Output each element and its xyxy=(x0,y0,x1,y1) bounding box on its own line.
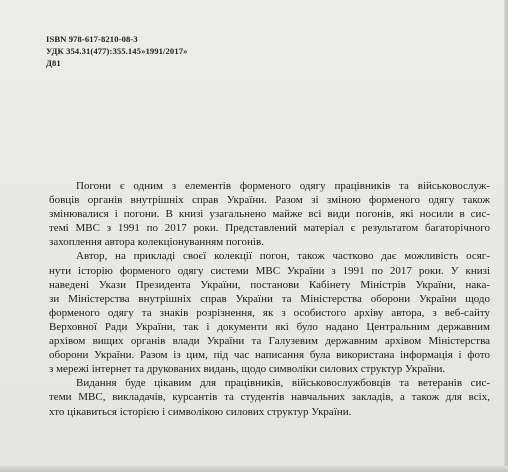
annotation-text xyxy=(49,179,490,419)
bibliographic-block xyxy=(46,33,188,69)
paragraph-3-line: теми МВС, викладачів, курсантів та студентів навчальних закладів, а також для всіх, xyxy=(49,391,490,404)
paragraph-3-line: Видання буде цікавим для працівників, військовослужбовців та ветеранів сис- xyxy=(76,377,490,390)
paragraph-1-line: темі МВС з 1991 по 2017 роки. Представлений матеріал є результатом багаторічного xyxy=(49,222,490,235)
paragraph-1-line: бовців органів внутрішніх справ України. Разом зі зміною форменого одягу також xyxy=(49,194,490,207)
page-edge-bottom xyxy=(0,466,508,472)
paragraph-3-line: хто цікавиться історією і символікою силових структур України. xyxy=(49,405,352,418)
paragraph-1-line: змінювалися і погони. В книзі узагальнено майже всі види погонів, які носили в сис- xyxy=(49,208,490,221)
paragraph-2-line: наведені Укази Президента України, постанови Кабінету Міністрів України, нака- xyxy=(49,278,490,291)
paragraph-2-line: форменого одягу та знаків розрізнення, як з особистого архіву автора, з веб-сайту xyxy=(49,306,490,319)
paragraph-2-line: з мережі інтернет та друкованих видань, щодо символіки силових структур України. xyxy=(49,363,446,376)
paragraph-2-line: Верховної Ради України, так і документи які було надано Центральним державним xyxy=(49,320,490,333)
paragraph-1-line: Погони є одним з елементів форменого одягу працівників та військовослуж- xyxy=(76,180,490,192)
page-edge-right xyxy=(504,0,508,472)
isbn-line: ISBN 978-617-8210-08-3 xyxy=(46,34,138,44)
paragraph-2-line: Автор, на прикладі своєї колекції погон, також частково дає можливість осяг- xyxy=(76,250,490,263)
udk-line: УДК 354.31(477):355.145»1991/2017» xyxy=(46,46,188,56)
paragraph-2-line: оборони України. Разом із цим, під час написання була використана інформація і фото xyxy=(49,349,490,362)
paragraph-2-line: архівом вищих органів влади України та Галузевим державним архівом Міністерства xyxy=(49,335,490,348)
author-code: Д81 xyxy=(46,58,61,68)
paragraph-1-line: захоплення автора колекціонуванням погонів. xyxy=(49,236,264,249)
paragraph-2-line: зи Міністерства внутрішніх справ України та Міністерства оборони України щодо xyxy=(49,292,490,305)
paragraph-2-line: нути історію форменого одягу системи МВС України з 1991 по 2017 роки. У книзі xyxy=(49,264,490,277)
